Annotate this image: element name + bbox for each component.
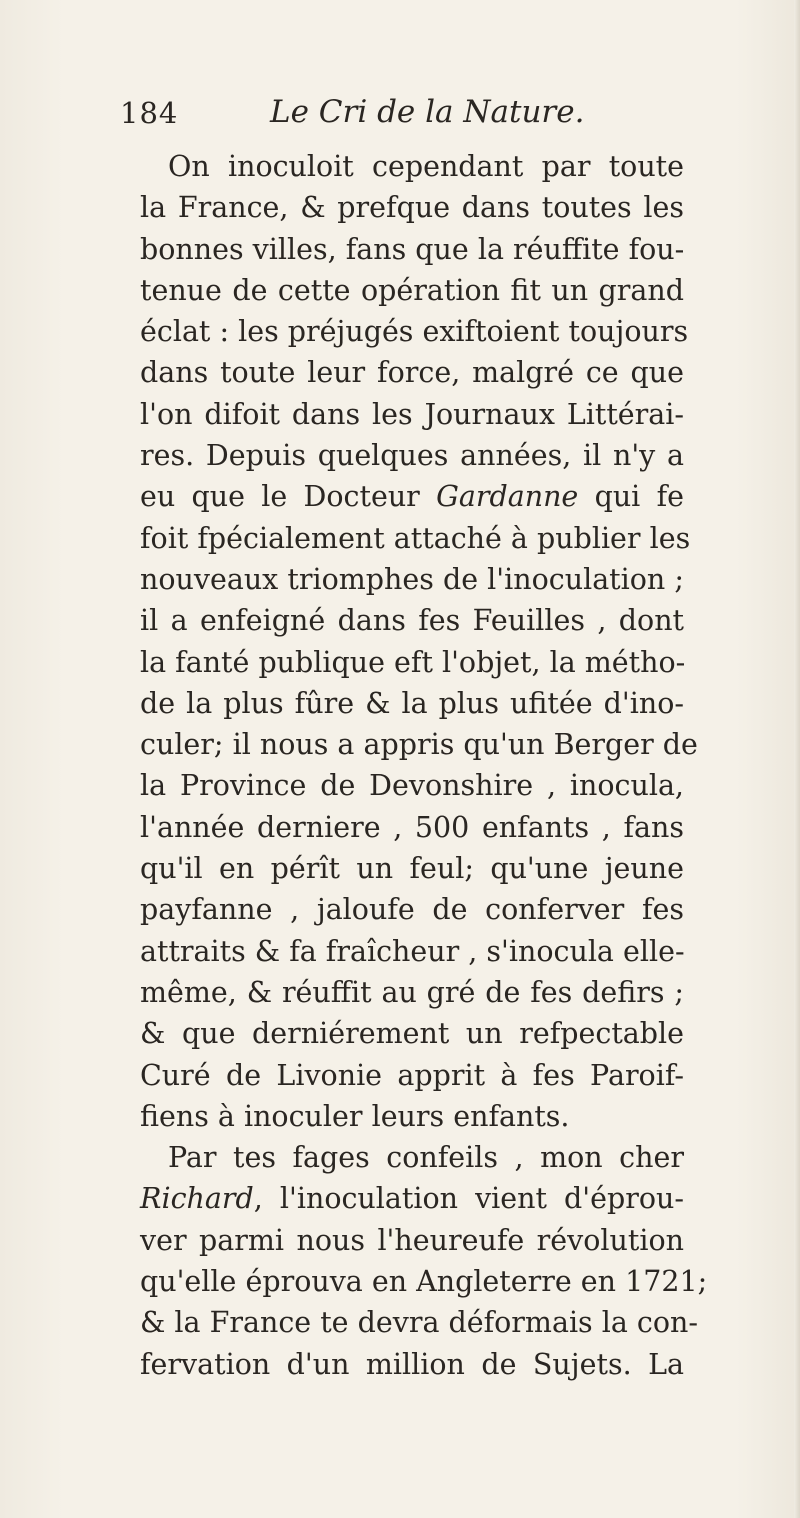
text-line: l'on difoit dans les Journaux Littérai-: [140, 397, 684, 431]
text-line: qu'il en pérît un feul; qu'une jeune: [140, 852, 684, 886]
running-title: Le Cri de la Nature.: [270, 94, 585, 130]
text-line: la France, & prefque dans toutes les: [140, 191, 684, 225]
text-line: nouveaux triomphes de l'inoculation ;: [140, 562, 684, 596]
page-header: [120, 92, 680, 140]
text-line: dans toute leur force, malgré ce que: [140, 356, 684, 390]
text-line: attraits & fa fraîcheur , s'inocula elle-: [140, 934, 685, 968]
text-line: bonnes villes, fans que la réuffite fou-: [140, 232, 685, 266]
text-line: la fanté publique eft l'objet, la métho-: [140, 645, 686, 679]
text-line: & la France te devra déformais la con-: [140, 1306, 699, 1340]
text-line: même, & réuffit au gré de fes defirs ;: [140, 975, 684, 1009]
text-line: qu'elle éprouva en Angleterre en 1721;: [140, 1265, 708, 1299]
body-text: [140, 146, 708, 1385]
text-line: éclat : les préjugés exiftoient toujours: [140, 315, 689, 349]
text-line: ver parmi nous l'heureufe révolution: [140, 1223, 684, 1257]
text-line: la Province de Devonshire , inocula,: [140, 769, 684, 803]
page-edge: [794, 0, 800, 1518]
italic-name: Richard: [140, 1182, 254, 1216]
text-line: Par tes fages confeils , mon cher: [168, 1141, 684, 1175]
page-number: 184: [120, 96, 179, 130]
text-line: & que derniérement un refpectable: [140, 1017, 684, 1051]
text-line: tenue de cette opération fit un grand: [140, 273, 684, 307]
text-line: il a enfeigné dans fes Feuilles , dont: [140, 604, 684, 638]
text-line: payfanne , jaloufe de conferver fes: [140, 893, 684, 927]
text-line: Richard, l'inoculation vient d'éprou-: [140, 1182, 684, 1216]
text-line: eu que le Docteur Gardanne qui fe: [140, 480, 684, 514]
text-line: fiens à inoculer leurs enfants.: [140, 1099, 570, 1133]
text-line: culer; il nous a appris qu'un Berger de: [140, 728, 698, 762]
text-line: res. Depuis quelques années, il n'y a: [140, 439, 684, 473]
text-line: foit fpécialement attaché à publier les: [140, 521, 691, 555]
text-line: fervation d'un million de Sujets. La: [140, 1347, 684, 1381]
text-line: On inoculoit cependant par toute: [168, 150, 684, 183]
italic-name: Gardanne: [436, 480, 579, 514]
text-line: Curé de Livonie apprit à fes Paroif-: [140, 1058, 684, 1092]
text-line: de la plus fûre & la plus ufitée d'ino-: [140, 686, 684, 720]
text-line: l'année derniere , 500 enfants , fans: [140, 810, 684, 844]
